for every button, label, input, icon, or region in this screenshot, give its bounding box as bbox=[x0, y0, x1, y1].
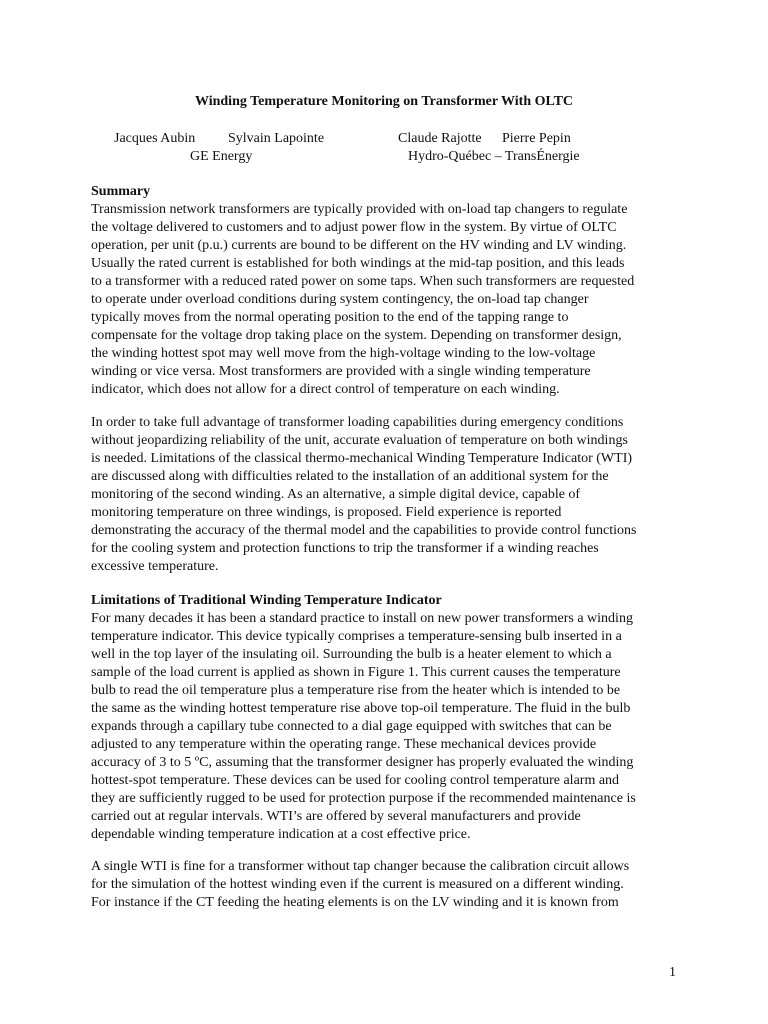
text-line: expands through a capillary tube connected to a dial gage equipped with switches that can be bbox=[91, 719, 612, 734]
author-name: Pierre Pepin bbox=[502, 131, 571, 146]
author-name: Jacques Aubin bbox=[114, 131, 196, 146]
text-line: sample of the load current is applied as shown in Figure 1. This current causes the temperature bbox=[91, 665, 621, 680]
text-line: Transmission network transformers are typically provided with on-load tap changers to regulate bbox=[91, 202, 628, 217]
text-line: to operate under overload conditions during system contingency, the on-load tap changer bbox=[91, 292, 589, 307]
text-line: monitoring temperature on three windings, is proposed. Field experience is reported bbox=[91, 505, 562, 520]
author-name: Sylvain Lapointe bbox=[228, 131, 325, 146]
text-line: accuracy of 3 to 5 ºC, assuming that the transformer designer has properly evaluated the winding bbox=[91, 755, 634, 770]
text-line: the voltage delivered to customers and to adjust power flow in the system. By virtue of OLTC bbox=[91, 220, 617, 235]
text-line: adjusted to any temperature within the operating range. These mechanical devices provide bbox=[91, 737, 597, 752]
text-line: is needed. Limitations of the classical thermo-mechanical Winding Temperature Indicator (WTI) bbox=[91, 451, 633, 466]
page-number: 1 bbox=[669, 965, 676, 980]
text-line: dependable winding temperature indication at a cost effective price. bbox=[91, 827, 471, 842]
text-line: the winding hottest spot may well move from the high-voltage winding to the low-voltage bbox=[91, 346, 596, 361]
text-line: well in the top layer of the insulating oil. Surrounding the bulb is a heater element to which a bbox=[91, 647, 612, 662]
text-line: typically moves from the normal operating position to the end of the tapping range to bbox=[91, 310, 569, 325]
summary-paragraph-2 bbox=[91, 414, 691, 576]
text-line: for the cooling system and protection functions to trip the transformer if a winding reaches bbox=[91, 541, 599, 556]
paper-title: Winding Temperature Monitoring on Transformer With OLTC bbox=[194, 94, 574, 109]
summary-paragraph-1 bbox=[91, 201, 691, 399]
text-line: winding or vice versa. Most transformers are provided with a single winding temperature bbox=[91, 364, 591, 379]
text-line: are discussed along with difficulties related to the installation of an additional system for the bbox=[91, 469, 609, 484]
text-line: for the simulation of the hottest winding even if the current is measured on a different winding. bbox=[91, 877, 624, 892]
text-line: For many decades it has been a standard practice to install on new power transformers a winding bbox=[91, 611, 633, 626]
text-line: operation, per unit (p.u.) currents are bound to be different on the HV winding and LV winding. bbox=[91, 238, 627, 253]
text-line: temperature indicator. This device typically comprises a temperature-sensing bulb inserted in a bbox=[91, 629, 622, 644]
limitations-paragraph-2 bbox=[91, 858, 691, 912]
text-line: they are sufficiently rugged to be used for protection purpose if the recommended maintenance is bbox=[91, 791, 636, 806]
text-line: bulb to read the oil temperature plus a temperature rise from the heater which is intended to be bbox=[91, 683, 621, 698]
text-line: without jeopardizing reliability of the unit, accurate evaluation of temperature on both windings bbox=[91, 433, 628, 448]
text-line: compensate for the voltage drop taking place on the system. Depending on transformer design, bbox=[91, 328, 622, 343]
text-line: For instance if the CT feeding the heating elements is on the LV winding and it is known from bbox=[91, 895, 619, 910]
text-line: the same as the winding hottest temperature rise above top-oil temperature. The fluid in the bulb bbox=[91, 701, 631, 716]
text-line: monitoring of the second winding. As an alternative, a simple digital device, capable of bbox=[91, 487, 581, 502]
author-name: Claude Rajotte bbox=[398, 131, 482, 146]
text-line: Usually the rated current is established for both windings at the mid-tap position, and this leads bbox=[91, 256, 625, 271]
summary-heading: Summary bbox=[91, 184, 151, 199]
text-line: hottest-spot temperature. These devices can be used for cooling control temperature alarm and bbox=[91, 773, 620, 788]
text-line: carried out at regular intervals. WTI’s are offered by several manufacturers and provide bbox=[91, 809, 581, 824]
text-line: excessive temperature. bbox=[91, 559, 219, 574]
text-line: to a transformer with a reduced rated power on some taps. When such transformers are requested bbox=[91, 274, 635, 289]
limitations-heading: Limitations of Traditional Winding Temperature Indicator bbox=[91, 593, 442, 608]
text-line: A single WTI is fine for a transformer without tap changer because the calibration circuit allows bbox=[91, 859, 630, 874]
author-affiliation: GE Energy bbox=[190, 149, 253, 164]
author-affiliation: Hydro-Québec – TransÉnergie bbox=[408, 149, 580, 164]
text-line: indicator, which does not allow for a direct control of temperature on each winding. bbox=[91, 382, 560, 397]
text-line: In order to take full advantage of transformer loading capabilities during emergency conditions bbox=[91, 415, 624, 430]
limitations-paragraph-1 bbox=[91, 610, 691, 844]
text-line: demonstrating the accuracy of the thermal model and the capabilities to provide control functions bbox=[91, 523, 637, 538]
